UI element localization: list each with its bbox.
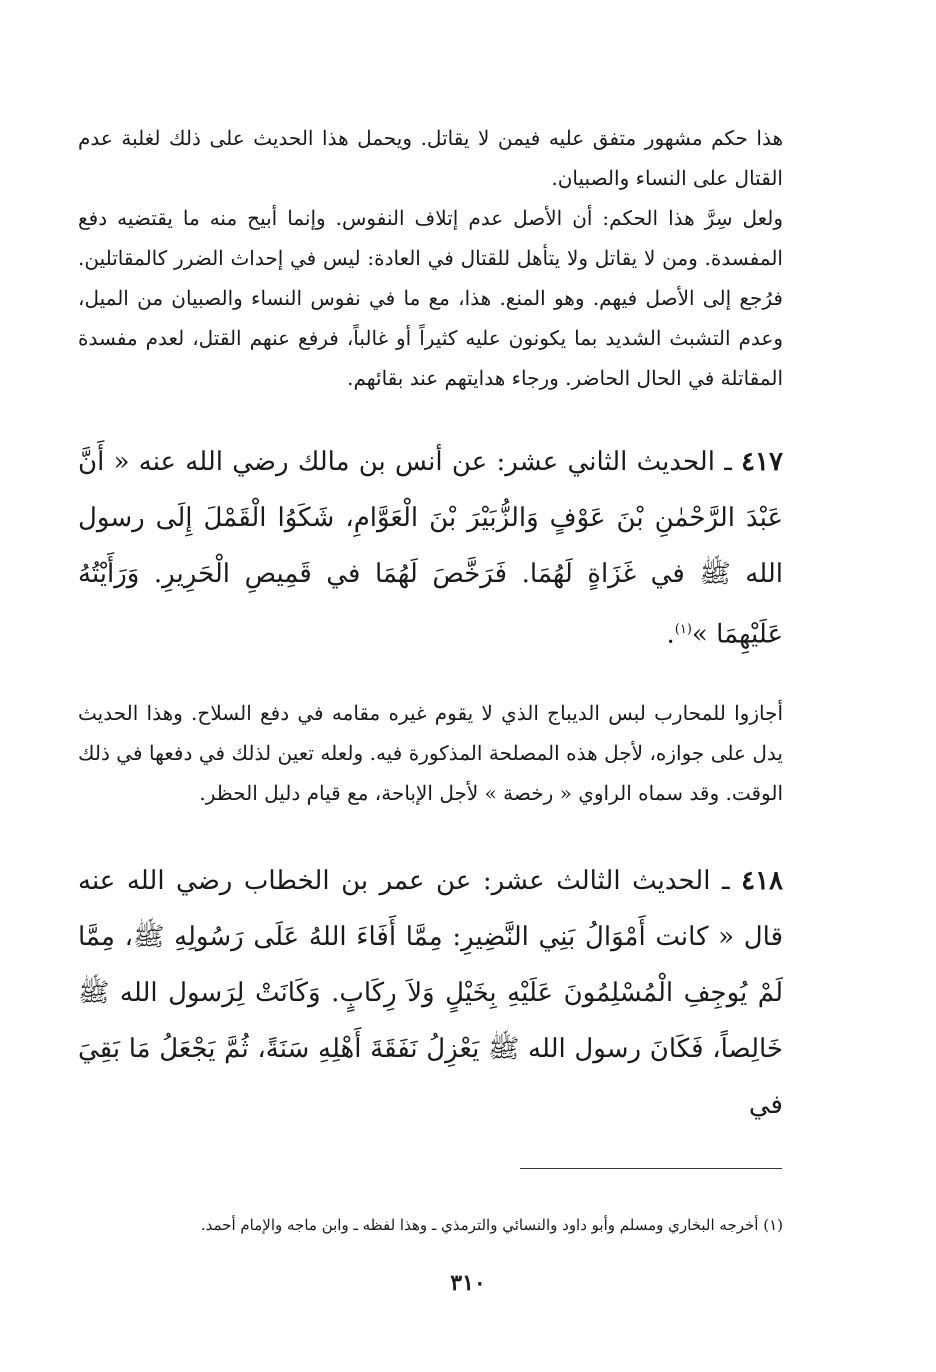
footnote-reference: (١)	[674, 622, 692, 637]
paragraph-ruling: هذا حكم مشهور متفق عليه فيمن لا يقاتل. ويحمل هذا الحديث على ذلك لغلبة عدم القتال على النساء والصبيان.	[78, 126, 783, 190]
footnote: (١) أخرجه البخاري ومسلم وأبو داود والنسائي والترمذي ـ وهذا لفظه ـ وابن ماجه والإمام أحمد.	[200, 1216, 783, 1234]
paragraph-commentary: أجازوا للمحارب لبس الديباج الذي لا يقوم غيره مقامه في دفع السلاح. وهذا الحديث يدل على جوازه، لأجل هذه المصلحة المذكورة فيه. ولعله تعين لذلك في دفعها في ذلك الوقت. وقد سماه الراوي « رخصة » لأجل الإباحة، مع قيام دليل الحظر.	[78, 700, 783, 805]
hadith-418	[78, 853, 783, 1133]
hadith-417: ٤١٧ ـ الحديث الثاني عشر: عن أنس بن مالك رضي الله عنه « أَنَّ عَبْدَ الرَّحْمٰنِ بْنَ عَوْفٍ وَالزُّبَيْرَ بْنَ الْعَوَّامِ، شَكَوُا الْقَمْلَ إِلَى رسول الله ﷺ في غَزَاةٍ لَهُمَا. فَرَخَّصَ لَهُمَا في قَمِيصِ الْحَرِيرِ. وَرَأَيْتُهُ عَلَيْهِمَا »$^{(١)}$.	[78, 447, 783, 650]
hadith-heading: ـ الحديث الثاني عشر: عن أنس بن مالك رضي الله عنه	[138, 447, 732, 477]
page-number: ٣١٠	[450, 1270, 486, 1296]
hadith-text: « أَنَّ عَبْدَ الرَّحْمٰنِ بْنَ عَوْفٍ وَالزُّبَيْرَ بْنَ الْعَوَّامِ، شَكَوُا الْقَمْلَ إِلَى رسول الله ﷺ في غَزَاةٍ لَهُمَا. فَرَخَّصَ لَهُمَا في قَمِيصِ الْحَرِيرِ. وَرَأَيْتُهُ عَلَيْهِمَا »	[78, 447, 783, 650]
paragraph-wisdom: ولعل سِرَّ هذا الحكم: أن الأصل عدم إتلاف النفوس. وإنما أبيح منه ما يقتضيه دفع المفسدة. ومن لا يقاتل ولا يتأهل للقتال في العادة: ليس في إحداث الضرر كالمقاتلين. فرُجع إلى الأصل فيهم. وهو المنع. هذا، مع ما في نفوس النساء والصبيان من الميل، وعدم التشبث الشديد بما يكونون عليه كثيراً أو غالباً، فرفع عنهم القتل، لعدم مفسدة المقاتلة في الحال الحاضر. ورجاء هدايتهم عند بقائهم.	[78, 206, 783, 390]
hadith-number: ٤١٧	[741, 447, 783, 477]
spacer	[78, 813, 783, 853]
spacer	[78, 398, 783, 434]
page-body	[78, 118, 783, 1133]
hadith-heading: ـ الحديث الثالث عشر: عن عمر بن الخطاب رضي الله	[126, 865, 730, 896]
spacer	[78, 663, 783, 693]
footnote-divider	[520, 1168, 782, 1169]
hadith-number: ٤١٨	[741, 865, 784, 896]
hadith-text: عنه قال « كانت أَمْوَالُ بَنِي النَّضِيرِ: مِمَّا أَفَاءَ اللهُ عَلَى رَسُولِهِ ﷺ، مِمَّا لَمْ يُوجِفِ الْمُسْلِمُونَ عَلَيْهِ بِخَيْلٍ وَلاَ رِكَابٍ. وَكَانَتْ لِرَسول الله ﷺ خَالِصاً، فَكَانَ رسول الله ﷺ يَعْزِلُ نَفَقَةَ أَهْلِهِ سَنَةً، ثُمَّ يَجْعَلُ مَا بَقِيَ في	[78, 865, 783, 1120]
